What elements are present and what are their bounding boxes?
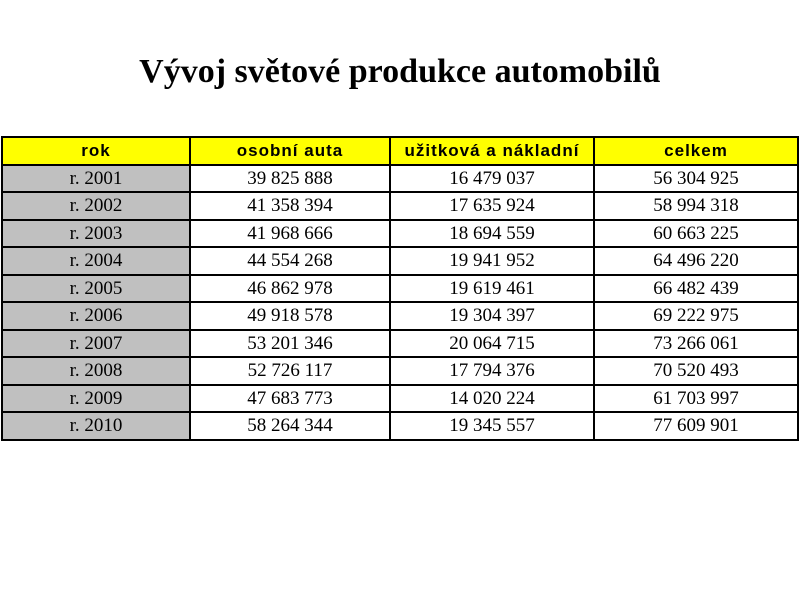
table-row [2,330,798,358]
commercial-vehicles-cell: 18 694 559 [390,220,594,248]
commercial-vehicles-cell: 17 794 376 [390,357,594,385]
table-row [2,412,798,440]
commercial-vehicles-cell: 19 345 557 [390,412,594,440]
passenger-cars-cell: 47 683 773 [190,385,390,413]
year-cell: r. 2009 [2,385,190,413]
total-cell: 56 304 925 [594,165,798,193]
header-commercial-vehicles: užitková a nákladní [390,137,594,165]
total-cell: 73 266 061 [594,330,798,358]
passenger-cars-cell: 53 201 346 [190,330,390,358]
commercial-vehicles-cell: 16 479 037 [390,165,594,193]
passenger-cars-cell: 58 264 344 [190,412,390,440]
total-cell: 58 994 318 [594,192,798,220]
table-row [2,357,798,385]
commercial-vehicles-cell: 20 064 715 [390,330,594,358]
passenger-cars-cell: 39 825 888 [190,165,390,193]
total-cell: 70 520 493 [594,357,798,385]
table-row [2,275,798,303]
table-row [2,247,798,275]
commercial-vehicles-cell: 14 020 224 [390,385,594,413]
table-row [2,385,798,413]
commercial-vehicles-cell: 19 941 952 [390,247,594,275]
production-table [1,136,799,441]
commercial-vehicles-cell: 19 619 461 [390,275,594,303]
page-title: Vývoj světové produkce automobilů [139,53,661,90]
year-cell: r. 2004 [2,247,190,275]
year-cell: r. 2006 [2,302,190,330]
header-year: rok [2,137,190,165]
passenger-cars-cell: 46 862 978 [190,275,390,303]
header-total: celkem [594,137,798,165]
year-cell: r. 2005 [2,275,190,303]
year-cell: r. 2001 [2,165,190,193]
total-cell: 64 496 220 [594,247,798,275]
year-cell: r. 2010 [2,412,190,440]
passenger-cars-cell: 41 358 394 [190,192,390,220]
table-row [2,220,798,248]
table-row [2,302,798,330]
total-cell: 60 663 225 [594,220,798,248]
total-cell: 66 482 439 [594,275,798,303]
header-passenger-cars: osobní auta [190,137,390,165]
passenger-cars-cell: 52 726 117 [190,357,390,385]
commercial-vehicles-cell: 19 304 397 [390,302,594,330]
year-cell: r. 2003 [2,220,190,248]
passenger-cars-cell: 49 918 578 [190,302,390,330]
table-row [2,192,798,220]
year-cell: r. 2007 [2,330,190,358]
total-cell: 69 222 975 [594,302,798,330]
year-cell: r. 2002 [2,192,190,220]
passenger-cars-cell: 44 554 268 [190,247,390,275]
passenger-cars-cell: 41 968 666 [190,220,390,248]
total-cell: 77 609 901 [594,412,798,440]
total-cell: 61 703 997 [594,385,798,413]
year-cell: r. 2008 [2,357,190,385]
commercial-vehicles-cell: 17 635 924 [390,192,594,220]
table-row [2,165,798,193]
header-row [2,137,798,165]
